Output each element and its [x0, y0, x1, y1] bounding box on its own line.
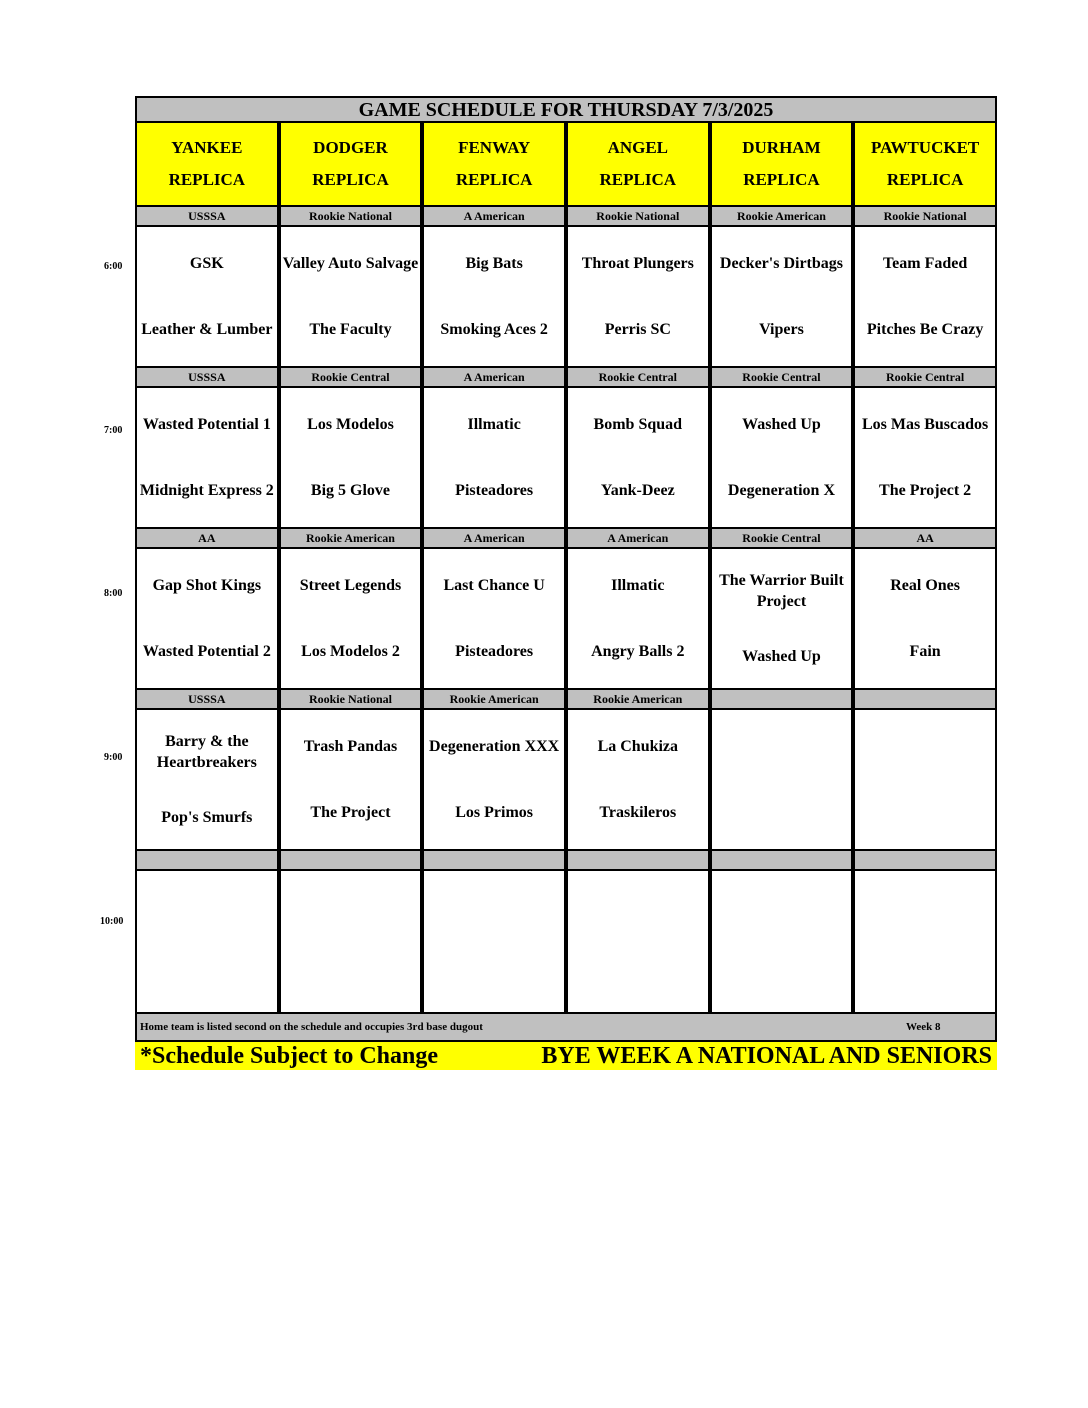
- home-team: Pop's Smurfs: [161, 809, 253, 826]
- game-row: [135, 871, 997, 1014]
- field-name: FENWAY: [458, 138, 531, 157]
- away-team: Valley Auto Salvage: [282, 255, 419, 273]
- game-cell: [566, 386, 710, 529]
- away-team: Bomb Squad: [593, 416, 683, 434]
- division-label: [710, 849, 854, 871]
- division-label: Rookie National: [853, 205, 997, 227]
- home-team: Smoking Aces 2: [440, 320, 548, 338]
- field-sub: REPLICA: [455, 170, 533, 189]
- division-row: [135, 207, 997, 227]
- division-label: [710, 688, 854, 710]
- game-cell: [853, 869, 997, 1014]
- game-cell: [135, 708, 279, 851]
- field-name: YANKEE: [171, 138, 243, 157]
- division-label: Rookie American: [279, 527, 423, 549]
- home-team: Fain: [909, 642, 941, 660]
- division-label: [135, 849, 279, 871]
- away-team: Throat Plungers: [581, 255, 694, 273]
- game-cell: [710, 708, 854, 851]
- notice-banner: [135, 1042, 997, 1070]
- field-header: [422, 121, 566, 207]
- home-team: Vipers: [759, 320, 804, 338]
- division-label: Rookie American: [566, 688, 710, 710]
- game-cell: [710, 547, 854, 690]
- game-cell: [710, 869, 854, 1014]
- division-label: AA: [135, 527, 279, 549]
- time-label-10: 10:00: [100, 916, 124, 927]
- away-team: Real Ones: [890, 577, 960, 595]
- game-cell: [279, 547, 423, 690]
- game-cell: [853, 708, 997, 851]
- away-team: Degeneration XXX: [429, 738, 560, 756]
- game-row: [135, 710, 997, 851]
- home-team: Pitches Be Crazy: [866, 320, 984, 338]
- away-team: Los Modelos: [307, 416, 394, 434]
- game-cell: [566, 225, 710, 368]
- time-label-7: 7:00: [104, 425, 123, 436]
- home-team: Los Modelos 2: [301, 642, 400, 660]
- home-team: Washed Up: [742, 648, 821, 665]
- away-team: Last Chance U: [443, 577, 545, 595]
- week-label: Week 8: [906, 1021, 941, 1033]
- home-team: Perris SC: [604, 320, 671, 338]
- division-label: AA: [853, 527, 997, 549]
- time-label-6: 6:00: [104, 261, 123, 272]
- home-team: Midnight Express 2: [139, 481, 274, 499]
- schedule-table: [135, 96, 997, 1070]
- schedule-title: GAME SCHEDULE FOR THURSDAY 7/3/2025: [135, 96, 997, 123]
- game-cell: [853, 225, 997, 368]
- game-cell: [279, 225, 423, 368]
- game-cell: [422, 225, 566, 368]
- schedule-change-notice: *Schedule Subject to Change: [140, 1043, 439, 1069]
- division-label: Rookie Central: [710, 366, 854, 388]
- game-cell: [853, 547, 997, 690]
- field-sub: REPLICA: [886, 170, 964, 189]
- division-label: [279, 849, 423, 871]
- game-cell: [135, 547, 279, 690]
- division-label: Rookie Central: [279, 366, 423, 388]
- away-team: Illmatic: [467, 416, 521, 434]
- game-cell: [422, 708, 566, 851]
- away-team: Barry & the Heartbreakers: [156, 733, 257, 771]
- footer-bar: [135, 1012, 997, 1042]
- field-header: [853, 121, 997, 207]
- field-sub: REPLICA: [599, 170, 677, 189]
- field-name: DODGER: [313, 138, 388, 157]
- division-label: Rookie National: [566, 205, 710, 227]
- field-name: PAWTUCKET: [870, 138, 980, 157]
- division-label: [422, 849, 566, 871]
- away-team: Team Faded: [882, 255, 968, 273]
- division-label: Rookie Central: [710, 527, 854, 549]
- field-sub: REPLICA: [312, 170, 389, 189]
- away-team: Gap Shot Kings: [152, 577, 262, 595]
- away-team: La Chukiza: [597, 738, 679, 756]
- home-team: The Project: [310, 803, 391, 821]
- division-label: [566, 849, 710, 871]
- game-cell: [566, 708, 710, 851]
- away-team: Washed Up: [742, 416, 821, 434]
- field-header: [710, 121, 854, 207]
- game-cell: [566, 547, 710, 690]
- away-team: Illmatic: [611, 577, 665, 595]
- field-sub: REPLICA: [168, 170, 246, 189]
- away-team: The Warrior Built Project: [719, 572, 844, 610]
- division-label: Rookie National: [279, 688, 423, 710]
- game-cell: [710, 225, 854, 368]
- game-row: [135, 227, 997, 368]
- home-team: Wasted Potential 2: [142, 642, 271, 660]
- division-row: [135, 529, 997, 549]
- field-header: [279, 121, 423, 207]
- game-cell: [279, 869, 423, 1014]
- away-team: Trash Pandas: [303, 738, 398, 756]
- division-label: USSSA: [135, 688, 279, 710]
- division-label: A American: [422, 205, 566, 227]
- game-cell: [279, 708, 423, 851]
- division-label: [853, 688, 997, 710]
- away-team: Los Mas Buscados: [861, 416, 989, 434]
- field-name: DURHAM: [742, 138, 821, 157]
- division-label: Rookie National: [279, 205, 423, 227]
- away-team: Big Bats: [465, 255, 523, 273]
- division-label: Rookie American: [710, 205, 854, 227]
- home-team: Los Primos: [455, 803, 534, 821]
- home-team: Angry Balls 2: [591, 642, 685, 660]
- division-label: A American: [566, 527, 710, 549]
- game-cell: [135, 869, 279, 1014]
- home-team: The Project 2: [879, 481, 972, 499]
- away-team: GSK: [189, 255, 224, 273]
- division-label: [853, 849, 997, 871]
- home-team: Pisteadores: [455, 642, 534, 660]
- home-team: Big 5 Glove: [310, 481, 391, 499]
- away-team: Decker's Dirtbags: [719, 255, 843, 273]
- field-sub: REPLICA: [743, 170, 820, 189]
- game-cell: [853, 386, 997, 529]
- home-team: Yank-Deez: [600, 481, 675, 499]
- division-label: USSSA: [135, 366, 279, 388]
- home-team: The Faculty: [309, 320, 392, 338]
- game-cell: [422, 547, 566, 690]
- bye-week-notice: BYE WEEK A NATIONAL AND SENIORS: [541, 1043, 992, 1069]
- game-cell: [422, 386, 566, 529]
- game-cell: [710, 386, 854, 529]
- division-row: [135, 368, 997, 388]
- field-header: [135, 121, 279, 207]
- game-cell: [422, 869, 566, 1014]
- game-cell: [279, 386, 423, 529]
- game-cell: [135, 225, 279, 368]
- game-cell: [566, 869, 710, 1014]
- away-team: Street Legends: [299, 577, 402, 595]
- field-name: ANGEL: [607, 138, 669, 157]
- time-label-8: 8:00: [104, 588, 123, 599]
- home-team: Degeneration X: [727, 481, 835, 499]
- game-row: [135, 549, 997, 690]
- division-label: Rookie Central: [566, 366, 710, 388]
- home-team: Traskileros: [599, 803, 677, 821]
- division-label: Rookie Central: [853, 366, 997, 388]
- division-label: A American: [422, 527, 566, 549]
- time-label-9: 9:00: [104, 752, 123, 763]
- field-header-row: [135, 123, 997, 207]
- division-label: Rookie American: [422, 688, 566, 710]
- division-label: A American: [422, 366, 566, 388]
- game-row: [135, 388, 997, 529]
- home-team: Leather & Lumber: [141, 320, 273, 338]
- game-cell: [135, 386, 279, 529]
- division-label: USSSA: [135, 205, 279, 227]
- away-team: Wasted Potential 1: [142, 416, 271, 434]
- footer-note: Home team is listed second on the schedule and occupies 3rd base dugout: [140, 1021, 483, 1033]
- division-row: [135, 851, 997, 871]
- division-row: [135, 690, 997, 710]
- field-header: [566, 121, 710, 207]
- home-team: Pisteadores: [455, 481, 534, 499]
